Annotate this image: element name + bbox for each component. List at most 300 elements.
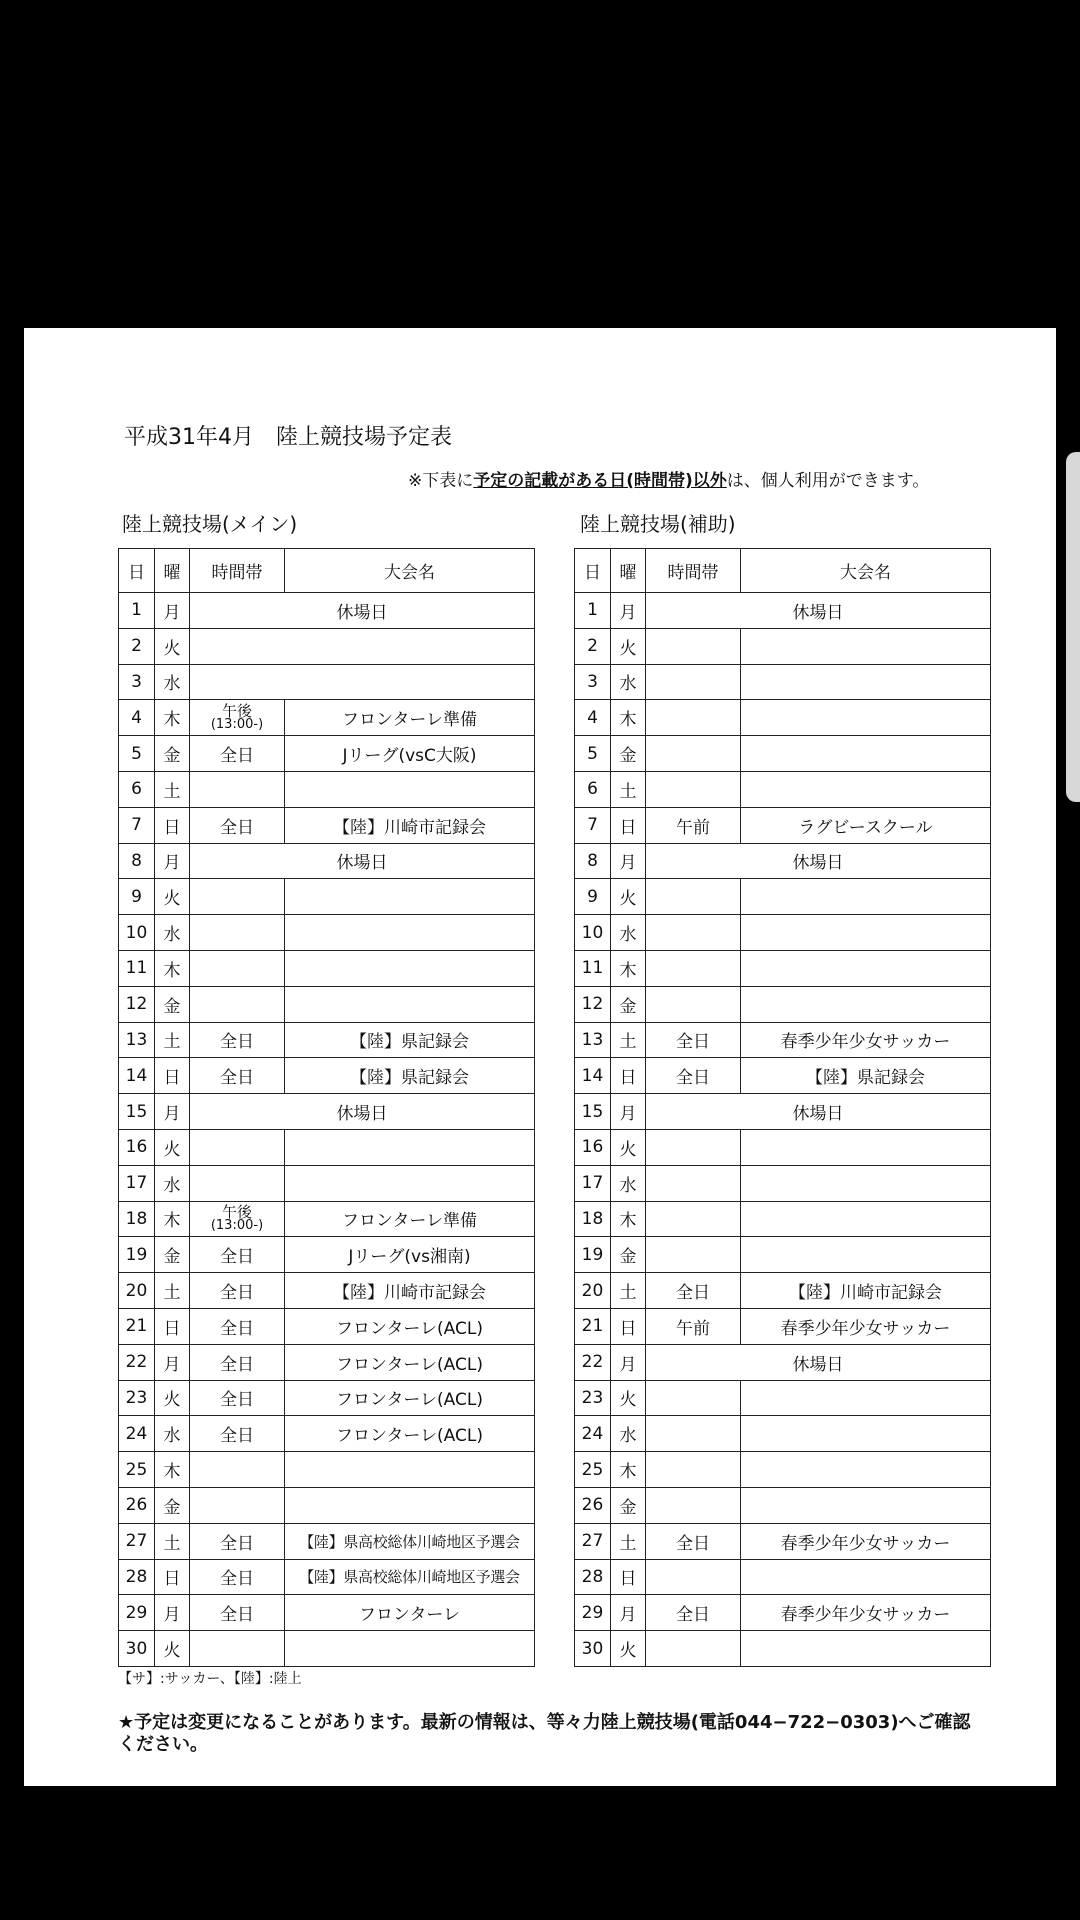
time-cell xyxy=(190,986,285,1022)
table-row xyxy=(119,771,535,807)
weekday-cell: 木 xyxy=(611,950,646,986)
day-cell: 4 xyxy=(575,700,611,736)
weekday-cell: 水 xyxy=(611,1165,646,1201)
event-cell: Jリーグ(vs湘南) xyxy=(285,1237,535,1273)
time-cell xyxy=(190,1631,285,1667)
weekday-cell: 日 xyxy=(155,1308,190,1344)
weekday-cell: 木 xyxy=(611,1452,646,1488)
time-cell: 全日 xyxy=(646,1595,741,1631)
table-row xyxy=(575,915,991,951)
day-cell: 30 xyxy=(119,1631,155,1667)
time-range: (13:00-) xyxy=(210,1217,264,1233)
day-cell: 3 xyxy=(119,664,155,700)
table-row xyxy=(119,879,535,915)
time-cell xyxy=(646,664,741,700)
col-header-event: 大会名 xyxy=(741,549,991,593)
day-cell: 28 xyxy=(119,1559,155,1595)
time-cell: 全日 xyxy=(646,1273,741,1309)
table-row xyxy=(119,1380,535,1416)
event-cell xyxy=(285,1165,535,1201)
event-cell xyxy=(741,1201,991,1237)
col-header-day: 日 xyxy=(575,549,611,593)
event-cell: 【陸】県記録会 xyxy=(285,1022,535,1058)
weekday-cell: 土 xyxy=(611,771,646,807)
event-cell xyxy=(285,915,535,951)
time-cell: 全日 xyxy=(190,1308,285,1344)
main-field-heading: 陸上競技場(メイン) xyxy=(122,512,298,536)
table-row xyxy=(119,1344,535,1380)
event-cell xyxy=(741,1452,991,1488)
col-header-day: 日 xyxy=(119,549,155,593)
table-row xyxy=(575,986,991,1022)
day-cell: 11 xyxy=(119,950,155,986)
event-cell xyxy=(285,1631,535,1667)
weekday-cell: 土 xyxy=(155,771,190,807)
weekday-cell: 木 xyxy=(155,950,190,986)
event-cell: 春季少年少女サッカー xyxy=(741,1595,991,1631)
weekday-cell: 金 xyxy=(155,736,190,772)
table-row xyxy=(119,1273,535,1309)
event-cell: 【陸】県記録会 xyxy=(741,1058,991,1094)
time-cell: 全日 xyxy=(646,1058,741,1094)
day-cell: 27 xyxy=(119,1523,155,1559)
time-cell xyxy=(190,1452,285,1488)
weekday-cell: 月 xyxy=(611,593,646,629)
time-cell xyxy=(646,1129,741,1165)
day-cell: 9 xyxy=(575,879,611,915)
col-header-weekday: 曜 xyxy=(155,549,190,593)
event-cell: 春季少年少女サッカー xyxy=(741,1523,991,1559)
time-cell xyxy=(646,950,741,986)
weekday-cell: 日 xyxy=(155,1058,190,1094)
table-row xyxy=(575,771,991,807)
day-cell: 15 xyxy=(575,1094,611,1130)
time-cell: 全日 xyxy=(190,1344,285,1380)
table-row xyxy=(575,1165,991,1201)
table-row xyxy=(119,1201,535,1237)
time-cell xyxy=(190,1487,285,1523)
event-cell xyxy=(285,1452,535,1488)
event-cell: 【陸】県高校総体川崎地区予選会 xyxy=(285,1523,535,1559)
time-cell: 全日 xyxy=(190,1559,285,1595)
event-cell xyxy=(741,771,991,807)
time-cell xyxy=(646,1452,741,1488)
table-row xyxy=(575,1452,991,1488)
weekday-cell: 金 xyxy=(611,986,646,1022)
time-cell: 午前 xyxy=(646,1308,741,1344)
table-row xyxy=(119,700,535,736)
table-row xyxy=(575,1523,991,1559)
weekday-cell: 木 xyxy=(155,1201,190,1237)
table-row xyxy=(575,1094,991,1130)
weekday-cell: 月 xyxy=(155,593,190,629)
table-row xyxy=(575,1344,991,1380)
table-row xyxy=(575,1631,991,1667)
time-cell: 全日 xyxy=(190,1380,285,1416)
day-cell: 24 xyxy=(119,1416,155,1452)
weekday-cell: 火 xyxy=(155,628,190,664)
table-row xyxy=(119,986,535,1022)
weekday-cell: 土 xyxy=(611,1022,646,1058)
weekday-cell: 月 xyxy=(155,1094,190,1130)
weekday-cell: 金 xyxy=(611,1487,646,1523)
event-cell: 【陸】川崎市記録会 xyxy=(285,807,535,843)
time-cell xyxy=(646,628,741,664)
day-cell: 5 xyxy=(119,736,155,772)
day-cell: 1 xyxy=(119,593,155,629)
time-cell: 全日 xyxy=(190,807,285,843)
day-cell: 3 xyxy=(575,664,611,700)
closed-cell: 休場日 xyxy=(646,1344,991,1380)
weekday-cell: 金 xyxy=(155,1237,190,1273)
scrollbar-handle[interactable] xyxy=(1066,452,1080,802)
event-cell xyxy=(285,1487,535,1523)
event-cell: 【陸】川崎市記録会 xyxy=(285,1273,535,1309)
table-row xyxy=(575,628,991,664)
time-cell xyxy=(190,1129,285,1165)
table-row xyxy=(575,1595,991,1631)
table-row xyxy=(119,1595,535,1631)
day-cell: 30 xyxy=(575,1631,611,1667)
event-cell: 【陸】川崎市記録会 xyxy=(741,1273,991,1309)
event-cell xyxy=(285,1129,535,1165)
day-cell: 14 xyxy=(119,1058,155,1094)
time-cell: 全日 xyxy=(190,736,285,772)
weekday-cell: 火 xyxy=(611,1129,646,1165)
table-row xyxy=(575,1129,991,1165)
note-prefix: ※下表に xyxy=(408,471,474,491)
time-cell: 全日 xyxy=(190,1022,285,1058)
time-cell: 全日 xyxy=(190,1416,285,1452)
day-cell: 25 xyxy=(575,1452,611,1488)
day-cell: 7 xyxy=(119,807,155,843)
day-cell: 20 xyxy=(575,1273,611,1309)
table-row xyxy=(119,807,535,843)
time-cell xyxy=(646,1237,741,1273)
weekday-cell: 土 xyxy=(155,1273,190,1309)
table-row xyxy=(119,915,535,951)
day-cell: 15 xyxy=(119,1094,155,1130)
event-cell: フロンターレ(ACL) xyxy=(285,1308,535,1344)
time-label: 午後 xyxy=(221,701,252,720)
event-cell xyxy=(741,879,991,915)
weekday-cell: 火 xyxy=(155,879,190,915)
weekday-cell: 土 xyxy=(611,1273,646,1309)
weekday-cell: 火 xyxy=(611,1631,646,1667)
day-cell: 16 xyxy=(575,1129,611,1165)
event-cell xyxy=(741,1380,991,1416)
day-cell: 21 xyxy=(119,1308,155,1344)
day-cell: 29 xyxy=(575,1595,611,1631)
event-cell xyxy=(285,950,535,986)
table-row xyxy=(119,628,535,664)
event-cell: ラグビースクール xyxy=(741,807,991,843)
weekday-cell: 月 xyxy=(611,843,646,879)
day-cell: 1 xyxy=(575,593,611,629)
closed-cell: 休場日 xyxy=(190,1094,535,1130)
time-cell xyxy=(190,915,285,951)
day-cell: 18 xyxy=(119,1201,155,1237)
weekday-cell: 月 xyxy=(611,1344,646,1380)
table-row xyxy=(119,664,535,700)
col-header-event: 大会名 xyxy=(285,549,535,593)
day-cell: 2 xyxy=(575,628,611,664)
time-cell: 全日 xyxy=(646,1022,741,1058)
weekday-cell: 金 xyxy=(155,986,190,1022)
time-cell: 全日 xyxy=(190,1237,285,1273)
event-cell xyxy=(741,1129,991,1165)
weekday-cell: 日 xyxy=(611,1308,646,1344)
day-cell: 16 xyxy=(119,1129,155,1165)
weekday-cell: 火 xyxy=(155,1631,190,1667)
time-cell xyxy=(190,950,285,986)
closed-cell: 休場日 xyxy=(646,1094,991,1130)
table-row xyxy=(575,1273,991,1309)
event-cell xyxy=(741,1237,991,1273)
time-cell xyxy=(646,771,741,807)
table-row xyxy=(119,1022,535,1058)
time-cell xyxy=(190,771,285,807)
weekday-cell: 水 xyxy=(611,664,646,700)
time-cell xyxy=(646,736,741,772)
time-cell: 全日 xyxy=(190,1523,285,1559)
event-cell: 【陸】県高校総体川崎地区予選会 xyxy=(285,1559,535,1595)
day-cell: 10 xyxy=(119,915,155,951)
event-cell: フロンターレ準備 xyxy=(285,700,535,736)
day-cell: 26 xyxy=(119,1487,155,1523)
event-cell: フロンターレ(ACL) xyxy=(285,1416,535,1452)
time-cell xyxy=(646,700,741,736)
weekday-cell: 日 xyxy=(611,1559,646,1595)
table-row xyxy=(575,1487,991,1523)
table-row xyxy=(575,700,991,736)
table-row xyxy=(119,1129,535,1165)
table-row xyxy=(119,1631,535,1667)
closed-cell xyxy=(190,664,535,700)
table-row xyxy=(575,950,991,986)
day-cell: 11 xyxy=(575,950,611,986)
time-cell: 午前 xyxy=(646,807,741,843)
closed-cell: 休場日 xyxy=(646,843,991,879)
day-cell: 20 xyxy=(119,1273,155,1309)
time-cell xyxy=(190,700,285,736)
weekday-cell: 木 xyxy=(155,1452,190,1488)
main-field-schedule-table xyxy=(118,548,535,1667)
time-cell xyxy=(646,915,741,951)
table-row xyxy=(119,1416,535,1452)
time-cell xyxy=(646,1487,741,1523)
table-row xyxy=(119,1559,535,1595)
time-cell: 全日 xyxy=(190,1273,285,1309)
weekday-cell: 木 xyxy=(611,700,646,736)
day-cell: 19 xyxy=(119,1237,155,1273)
table-header-row xyxy=(119,549,535,593)
event-cell: Jリーグ(vsC大阪) xyxy=(285,736,535,772)
day-cell: 17 xyxy=(575,1165,611,1201)
event-cell: フロンターレ xyxy=(285,1595,535,1631)
table-row xyxy=(119,1523,535,1559)
event-cell: 【陸】県記録会 xyxy=(285,1058,535,1094)
weekday-cell: 土 xyxy=(155,1022,190,1058)
event-cell: フロンターレ準備 xyxy=(285,1201,535,1237)
closed-cell: 休場日 xyxy=(190,843,535,879)
weekday-cell: 水 xyxy=(155,1416,190,1452)
table-row xyxy=(119,1165,535,1201)
weekday-cell: 金 xyxy=(611,1237,646,1273)
legend: 【サ】:サッカー、【陸】:陸上 xyxy=(118,1671,302,1687)
time-cell xyxy=(646,1201,741,1237)
weekday-cell: 土 xyxy=(155,1523,190,1559)
day-cell: 2 xyxy=(119,628,155,664)
event-cell xyxy=(741,1559,991,1595)
col-header-time: 時間帯 xyxy=(646,549,741,593)
weekday-cell: 火 xyxy=(155,1380,190,1416)
event-cell xyxy=(741,1416,991,1452)
event-cell xyxy=(741,736,991,772)
table-header-row xyxy=(575,549,991,593)
day-cell: 27 xyxy=(575,1523,611,1559)
event-cell xyxy=(741,628,991,664)
table-row xyxy=(575,1058,991,1094)
day-cell: 13 xyxy=(575,1022,611,1058)
page-title: 平成31年4月 陸上競技場予定表 xyxy=(124,425,452,450)
table-row xyxy=(575,1237,991,1273)
event-cell xyxy=(741,950,991,986)
table-row xyxy=(575,807,991,843)
weekday-cell: 金 xyxy=(611,736,646,772)
weekday-cell: 日 xyxy=(611,807,646,843)
day-cell: 12 xyxy=(119,986,155,1022)
table-row xyxy=(119,1058,535,1094)
day-cell: 10 xyxy=(575,915,611,951)
note-emphasis: 予定の記載がある日(時間帯)以外 xyxy=(473,471,727,491)
day-cell: 13 xyxy=(119,1022,155,1058)
table-row xyxy=(575,843,991,879)
weekday-cell: 日 xyxy=(155,1559,190,1595)
weekday-cell: 土 xyxy=(611,1523,646,1559)
table-row xyxy=(575,1201,991,1237)
day-cell: 23 xyxy=(575,1380,611,1416)
weekday-cell: 水 xyxy=(611,915,646,951)
day-cell: 6 xyxy=(575,771,611,807)
col-header-time: 時間帯 xyxy=(190,549,285,593)
event-cell xyxy=(741,1631,991,1667)
time-cell xyxy=(190,1201,285,1237)
footer-note: ★予定は変更になることがあります。最新の情報は、等々力陸上競技場(電話044−722−0303)へご確認ください。 xyxy=(118,1712,971,1755)
weekday-cell: 水 xyxy=(611,1416,646,1452)
day-cell: 8 xyxy=(575,843,611,879)
time-label: 午後 xyxy=(221,1202,252,1221)
weekday-cell: 火 xyxy=(155,1129,190,1165)
table-row xyxy=(119,843,535,879)
time-cell xyxy=(190,1165,285,1201)
time-cell xyxy=(646,1165,741,1201)
table-row xyxy=(119,1308,535,1344)
day-cell: 19 xyxy=(575,1237,611,1273)
col-header-weekday: 曜 xyxy=(611,549,646,593)
event-cell: フロンターレ(ACL) xyxy=(285,1380,535,1416)
sub-field-heading: 陸上競技場(補助) xyxy=(580,512,736,536)
closed-cell xyxy=(190,628,535,664)
event-cell: フロンターレ(ACL) xyxy=(285,1344,535,1380)
table-row xyxy=(119,1237,535,1273)
note-suffix: は、個人利用ができます。 xyxy=(726,471,930,491)
event-cell xyxy=(741,664,991,700)
day-cell: 14 xyxy=(575,1058,611,1094)
table-row xyxy=(119,950,535,986)
weekday-cell: 火 xyxy=(611,628,646,664)
table-row xyxy=(575,1308,991,1344)
day-cell: 6 xyxy=(119,771,155,807)
weekday-cell: 月 xyxy=(155,1344,190,1380)
weekday-cell: 月 xyxy=(155,843,190,879)
table-row xyxy=(119,736,535,772)
table-row xyxy=(575,879,991,915)
weekday-cell: 金 xyxy=(155,1487,190,1523)
weekday-cell: 水 xyxy=(155,1165,190,1201)
day-cell: 25 xyxy=(119,1452,155,1488)
weekday-cell: 木 xyxy=(155,700,190,736)
weekday-cell: 日 xyxy=(611,1058,646,1094)
weekday-cell: 月 xyxy=(611,1595,646,1631)
day-cell: 9 xyxy=(119,879,155,915)
time-cell xyxy=(646,1631,741,1667)
event-cell xyxy=(741,1487,991,1523)
time-cell xyxy=(190,879,285,915)
day-cell: 4 xyxy=(119,700,155,736)
time-cell xyxy=(646,1559,741,1595)
table-row xyxy=(575,1416,991,1452)
event-cell: 春季少年少女サッカー xyxy=(741,1022,991,1058)
closed-cell: 休場日 xyxy=(646,593,991,629)
day-cell: 5 xyxy=(575,736,611,772)
event-cell xyxy=(741,700,991,736)
weekday-cell: 火 xyxy=(611,1380,646,1416)
day-cell: 21 xyxy=(575,1308,611,1344)
day-cell: 7 xyxy=(575,807,611,843)
day-cell: 28 xyxy=(575,1559,611,1595)
table-row xyxy=(119,593,535,629)
day-cell: 12 xyxy=(575,986,611,1022)
event-cell xyxy=(741,986,991,1022)
time-cell: 全日 xyxy=(190,1058,285,1094)
time-cell xyxy=(646,986,741,1022)
weekday-cell: 日 xyxy=(155,807,190,843)
event-cell xyxy=(741,915,991,951)
time-cell: 全日 xyxy=(190,1595,285,1631)
table-row xyxy=(575,1380,991,1416)
event-cell xyxy=(285,771,535,807)
table-row xyxy=(575,1559,991,1595)
weekday-cell: 火 xyxy=(611,879,646,915)
day-cell: 22 xyxy=(119,1344,155,1380)
day-cell: 29 xyxy=(119,1595,155,1631)
weekday-cell: 月 xyxy=(611,1094,646,1130)
sub-field-schedule-table xyxy=(574,548,991,1667)
weekday-cell: 木 xyxy=(611,1201,646,1237)
time-cell: 全日 xyxy=(646,1523,741,1559)
closed-cell: 休場日 xyxy=(190,593,535,629)
time-cell xyxy=(646,1416,741,1452)
weekday-cell: 水 xyxy=(155,915,190,951)
day-cell: 22 xyxy=(575,1344,611,1380)
weekday-cell: 月 xyxy=(155,1595,190,1631)
day-cell: 18 xyxy=(575,1201,611,1237)
table-row xyxy=(575,736,991,772)
table-row xyxy=(119,1487,535,1523)
time-range: (13:00-) xyxy=(210,716,264,732)
day-cell: 8 xyxy=(119,843,155,879)
